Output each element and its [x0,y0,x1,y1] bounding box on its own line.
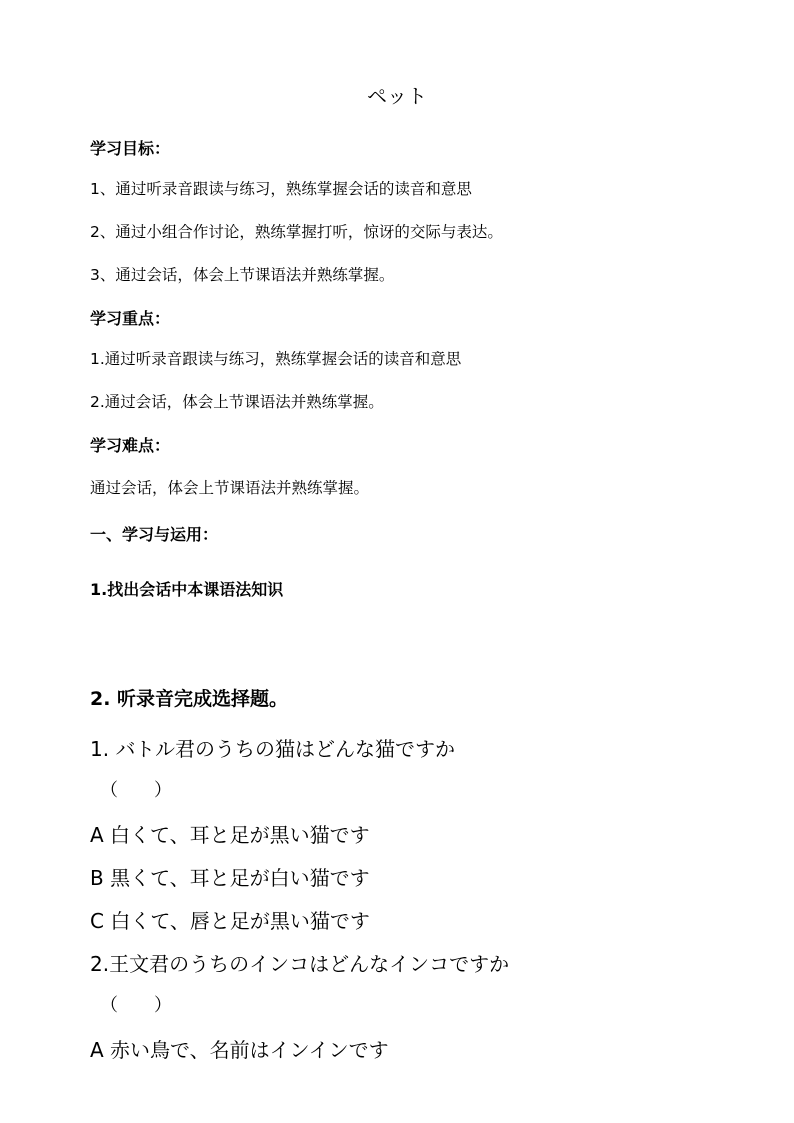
question-1-blank: （ ） [100,780,172,801]
objective-item-3: 3、通过会话，体会上节课语法并熟练掌握。 [90,266,395,284]
section1-task1: 1.找出会话中本课语法知识 [90,580,284,599]
section2-heading: 2. 听录音完成选择题。 [90,688,289,710]
question-1-option-c: C 白くて、唇と足が黒い猫です [90,909,370,933]
objective-item-1: 1、通过听录音跟读与练习，熟练掌握会话的读音和意思 [90,180,472,198]
key-point-item-1: 1.通过听录音跟读与练习，熟练掌握会话的读音和意思 [90,350,462,368]
question-2-blank: （ ） [100,995,172,1016]
question-2-option-a: A 赤い鳥で、名前はインインです [90,1038,389,1062]
document-title: ペット [367,84,427,108]
key-point-item-2: 2.通过会话，体会上节课语法并熟练掌握。 [90,393,384,411]
difficulties-text: 通过会话，体会上节课语法并熟练掌握。 [90,479,370,497]
question-1-option-b: B 黒くて、耳と足が白い猫です [90,866,370,890]
question-1-option-a: A 白くて、耳と足が黒い猫です [90,823,370,847]
key-points-heading: 学习重点： [90,309,171,328]
question-2-text: 2.王文君のうちのインコはどんなインコですか [90,952,510,976]
question-1-text: 1. バトル君のうちの猫はどんな猫ですか [90,737,456,761]
section1-heading: 一、学习与运用： [90,525,219,544]
objectives-heading: 学习目标： [90,139,171,158]
objective-item-2: 2、通过小组合作讨论，熟练掌握打听，惊讶的交际与表达。 [90,223,503,241]
difficulties-heading: 学习难点： [90,436,171,455]
